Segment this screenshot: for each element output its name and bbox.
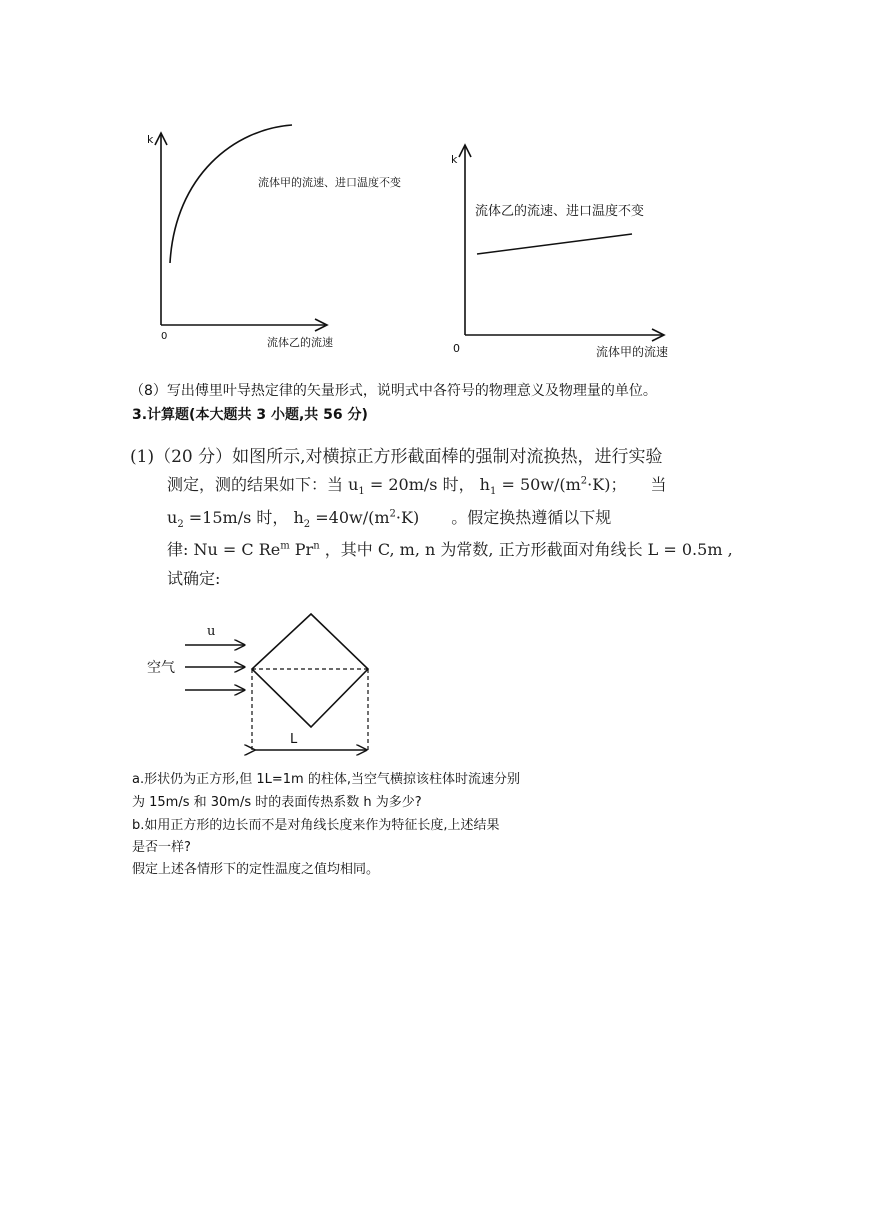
- chart-k-vs-fluid-a-velocity: [435, 140, 695, 362]
- chart2-line: [477, 234, 632, 254]
- square-cross-section-figure: [140, 605, 380, 763]
- problem-1-line-2: 测定，测的结果如下：当 $u_1 = 20m/s$ 时， $h_1 = 50w/(m^2\cdot K)$； 当: [167, 475, 667, 498]
- problem-1-line-4: 律: Nu = C Re$^m$ Pr$^n$ ，其中 C, m, n 为常数, 正方形截面对角线长 L = 0.5m ,: [167, 540, 733, 559]
- problem-1-line-5: 试确定:: [167, 569, 221, 588]
- chart1-annotation: 流体甲的流速、进口温度不变: [258, 176, 401, 189]
- chart-k-vs-fluid-b-velocity: [120, 115, 401, 350]
- chart1-curve: [170, 125, 292, 263]
- question-a-line-1: a.形状仍为正方形,但 1L=1m 的柱体,当空气横掠该柱体时流速分别: [132, 772, 520, 787]
- question-a-line-2: 为 15m/s 和 30m/s 时的表面传热系数 h 为多少?: [132, 795, 422, 810]
- question-8: （8）写出傅里叶导热定律的矢量形式，说明式中各符号的物理意义及物理量的单位。: [130, 383, 657, 399]
- section-title: 3.计算题(本大题共 3 小题,共 56 分): [132, 407, 368, 423]
- length-label: L: [290, 732, 298, 747]
- question-b-line-1: b.如用正方形的边长而不是对角线长度来作为特征长度,上述结果: [132, 818, 500, 833]
- velocity-label: u: [207, 624, 216, 639]
- chart2-origin: 0: [453, 342, 460, 355]
- question-b-line-2: 是否一样?: [132, 840, 191, 855]
- air-label: 空气: [147, 660, 175, 676]
- problem-1-line-3: $u_2 =15m/s$ 时， $h_2 =40w/(m^2\cdot K)$ 。假定换热遵循以下规: [167, 508, 612, 531]
- problem-1-line-1: (1)（20 分）如图所示,对横掠正方形截面棒的强制对流换热，进行实验: [130, 447, 663, 467]
- square-rotated: [252, 614, 368, 727]
- chart1-x-label: 流体乙的流速: [267, 336, 333, 349]
- chart2-y-label: k: [451, 153, 458, 166]
- chart1-y-label: k: [147, 133, 154, 146]
- assumption-text: 假定上述各情形下的定性温度之值均相同。: [132, 862, 380, 877]
- chart1-origin: 0: [161, 331, 168, 342]
- chart2-x-label: 流体甲的流速: [596, 345, 669, 359]
- chart2-annotation: 流体乙的流速、进口温度不变: [475, 204, 645, 219]
